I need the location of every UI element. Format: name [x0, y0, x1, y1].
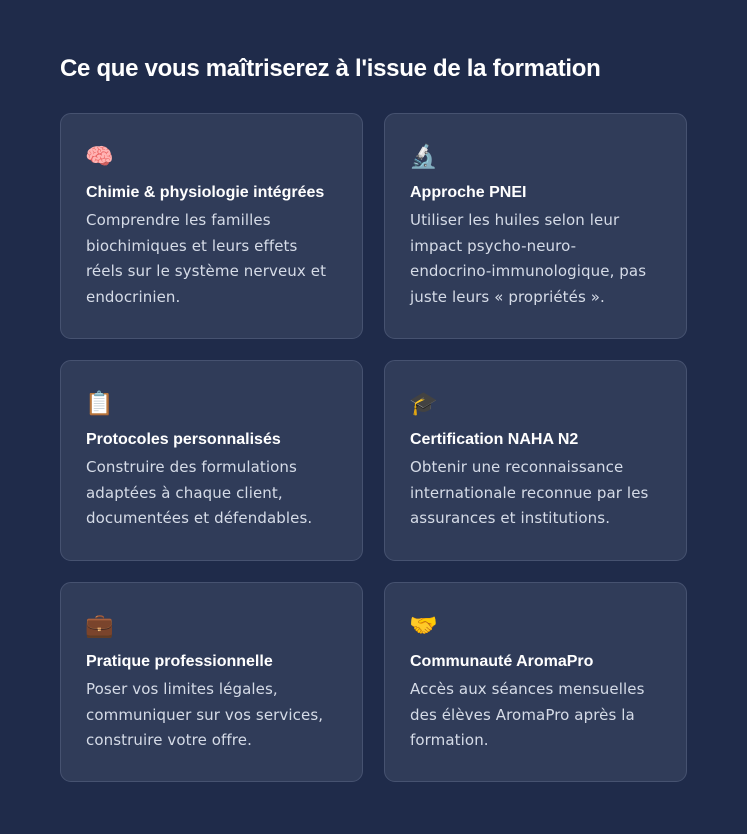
- briefcase-icon: 💼: [85, 613, 114, 639]
- card-description: Construire des formulations adaptées à chaque client, documentées et défendables.: [86, 458, 313, 527]
- card-description: Obtenir une reconnaissance internationale reconnue par les assurances et institutions.: [410, 458, 649, 527]
- clipboard-icon: 📋: [85, 391, 114, 417]
- card-title: Certification NAHA N2: [410, 431, 579, 448]
- card-title: Pratique professionnelle: [86, 653, 273, 670]
- brain-icon: 🧠: [85, 144, 114, 170]
- handshake-icon: 🤝: [409, 613, 438, 639]
- card-description: Accès aux séances mensuelles des élèves AromaPro après la formation.: [410, 680, 645, 749]
- card-description: Poser vos limites légales, communiquer sur vos services, construire votre offre.: [86, 680, 324, 749]
- card-title: Approche PNEI: [410, 184, 527, 201]
- card-protocoles-personnalises: [60, 360, 363, 561]
- card-title: Communauté AromaPro: [410, 653, 594, 670]
- card-communaute-aromapro: [384, 582, 687, 782]
- microscope-icon: 🔬: [409, 144, 438, 170]
- card-title: Protocoles personnalisés: [86, 431, 281, 448]
- section-title: Ce que vous maîtriserez à l'issue de la formation: [60, 55, 601, 82]
- card-title: Chimie & physiologie intégrées: [86, 184, 325, 201]
- card-chimie-physiologie: [60, 113, 363, 339]
- card-pratique-professionnelle: [60, 582, 363, 782]
- card-description: Utiliser les huiles selon leur impact psycho-neuro- endocrino-immunologique, pas juste leurs « propriétés ».: [410, 211, 647, 306]
- card-certification-naha: [384, 360, 687, 561]
- card-description: Comprendre les familles biochimiques et leurs effets réels sur le système nerveux et endocrinien.: [86, 211, 327, 306]
- card-approche-pnei: [384, 113, 687, 339]
- graduation-cap-icon: 🎓: [409, 391, 438, 417]
